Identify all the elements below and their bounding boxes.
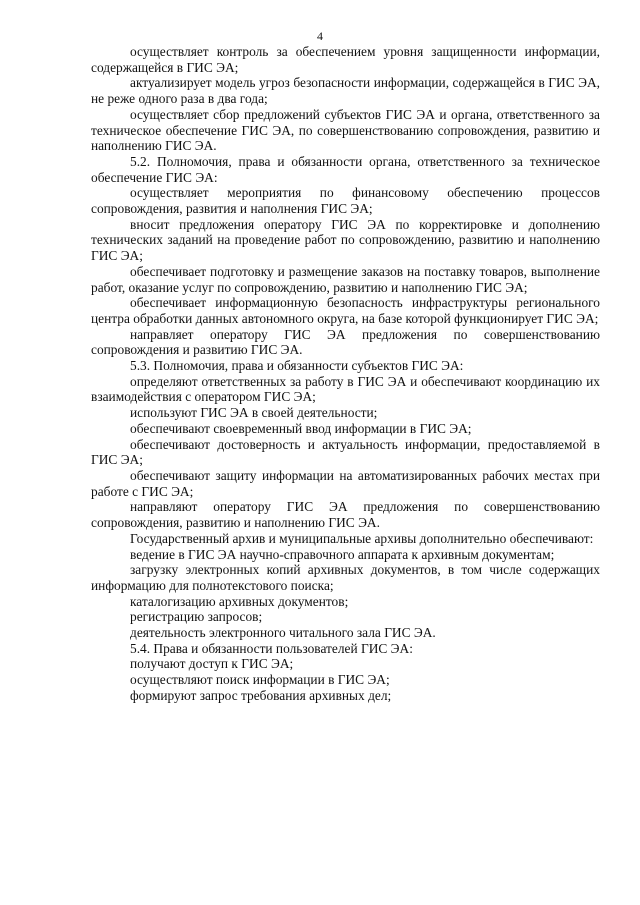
paragraph: осуществляет мероприятия по финансовому обеспечению процессов сопровождения, развития и наполнения ГИС ЭА;	[91, 185, 600, 217]
page-number: 4	[317, 29, 323, 43]
paragraph: формируют запрос требования архивных дел;	[130, 687, 392, 703]
paragraph: Государственный архив и муниципальные архивы дополнительно обеспечивают:	[130, 530, 594, 546]
section-heading: 5.4. Права и обязанности пользователей ГИС ЭА:	[130, 640, 413, 656]
paragraph: обеспечивает информационную безопасность инфраструктуры регионального центра обработки данных автономного округа, на базе которой функционирует ГИС ЭА;	[91, 295, 600, 326]
section-heading: 5.2. Полномочия, права и обязанности органа, ответственного за техническое обеспечение ГИС ЭА:	[91, 153, 600, 185]
paragraph: загрузку электронных копий архивных документов, в том числе содержащих информацию для полнотекстового поиска;	[91, 562, 600, 593]
paragraph: обеспечивают защиту информации на автоматизированных рабочих местах при работе с ГИС ЭА;	[91, 467, 600, 499]
paragraph: осуществляет контроль за обеспечением уровня защищенности информации, содержащейся в ГИС ЭА;	[91, 44, 600, 75]
paragraph: регистрацию запросов;	[130, 609, 263, 625]
paragraph: обеспечивает подготовку и размещение заказов на поставку товаров, выполнение работ, оказание услуг по сопровождению, развитию и наполнению ГИС ЭА;	[91, 263, 600, 295]
paragraph: ведение в ГИС ЭА научно-справочного аппарата к архивным документам;	[130, 546, 555, 562]
paragraph: осуществляет сбор предложений субъектов ГИС ЭА и органа, ответственного за техническое обеспечение ГИС ЭА, по совершенствованию сопровождения, развитию и наполнению ГИС ЭА.	[91, 106, 600, 154]
document-body	[91, 44, 600, 704]
paragraph: каталогизацию архивных документов;	[130, 593, 349, 609]
paragraph: обеспечивают своевременный ввод информации в ГИС ЭА;	[130, 420, 472, 436]
paragraph: направляют оператору ГИС ЭА предложения по совершенствованию сопровождения, развитию и наполнению ГИС ЭА.	[91, 499, 600, 531]
paragraph: используют ГИС ЭА в своей деятельности;	[130, 405, 378, 421]
paragraph: актуализирует модель угроз безопасности информации, содержащейся в ГИС ЭА, не реже одного раза в два года;	[91, 75, 600, 107]
paragraph: деятельность электронного читального зала ГИС ЭА.	[130, 625, 436, 641]
paragraph: вносит предложения оператору ГИС ЭА по корректировке и дополнению технических заданий на проведение работ по сопровождению, развитию и наполнению ГИС ЭА;	[91, 216, 600, 264]
paragraph: направляет оператору ГИС ЭА предложения по совершенствованию сопровождения и развитию ГИС ЭА.	[91, 326, 600, 358]
paragraph: обеспечивают достоверность и актуальность информации, предоставляемой в ГИС ЭА;	[91, 436, 600, 468]
section-heading: 5.3. Полномочия, права и обязанности субъектов ГИС ЭА:	[130, 358, 464, 374]
paragraph: определяют ответственных за работу в ГИС ЭА и обеспечивают координацию их взаимодействия с оператором ГИС ЭА;	[91, 373, 600, 405]
paragraph: осуществляют поиск информации в ГИС ЭА;	[130, 672, 390, 688]
paragraph: получают доступ к ГИС ЭА;	[130, 656, 294, 672]
